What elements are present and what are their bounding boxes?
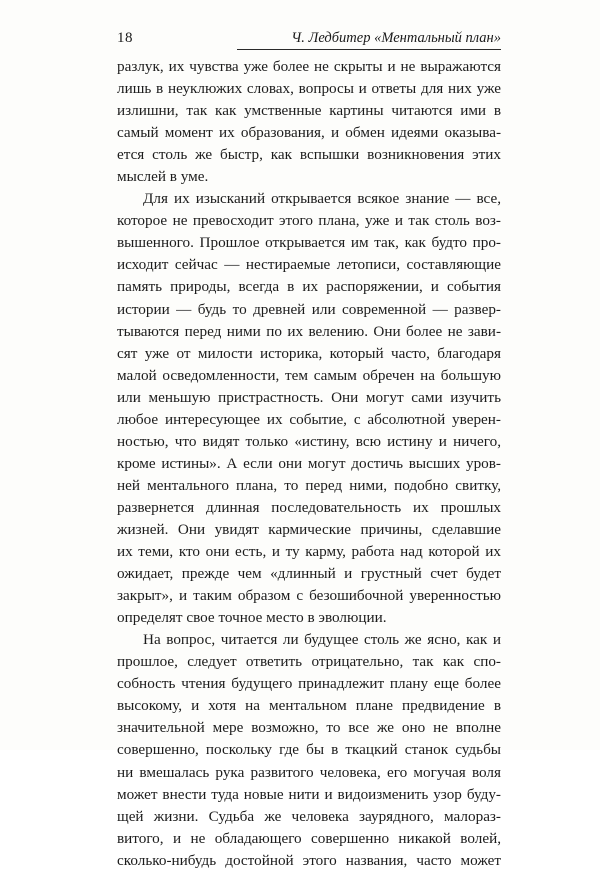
body-text: [117, 56, 501, 872]
text-line: развернется длинная последовательность их прошлых: [117, 498, 501, 516]
text-line: совершенно, поскольку где бы в ткацкий станок судьбы: [117, 741, 501, 759]
text-line: или меньшую пристрастность. Они могут сами изучить: [117, 388, 501, 406]
text-line: разлук, их чувства уже более не скрыты и не выражаются: [117, 58, 501, 75]
text-line: любое интересующее их событие, с абсолютной уверен-: [117, 410, 501, 428]
text-line: жизней. Они увидят кармические причины, сделавшие: [117, 520, 501, 538]
text-line: сят уже от милости историка, который часто, благодаря: [117, 344, 501, 362]
text-line: ожидает, прежде чем «длинный и грустный счет будет: [117, 565, 501, 583]
text-line: лишь в неуклюжих словах, вопросы и ответы для них уже: [117, 80, 501, 98]
text-line: ется столь же быстр, как вспышки возникновения этих: [117, 146, 501, 164]
header-rule: [237, 49, 501, 50]
text-line: малой осведомленности, тем самым обречен на большую: [117, 366, 501, 384]
text-line: вышенного. Прошлое открывается им так, как будто про-: [117, 234, 501, 252]
text-line: На вопрос, читается ли будущее столь же ясно, как и: [143, 631, 501, 649]
text-line: значительной мере возможно, то все же оно не вполне: [117, 719, 501, 737]
text-line: прошлое, следует ответить отрицательно, так как спо-: [117, 653, 501, 671]
text-line: Для их изысканий открывается всякое знание — все,: [143, 190, 501, 208]
page-number: 18: [117, 30, 133, 46]
running-head: Ч. Ледбитер «Ментальный план»: [291, 30, 501, 46]
text-line: исходит сейчас — нестираемые летописи, составляющие: [117, 256, 501, 274]
text-line: закрыт», и таким образом с безошибочной уверенностью: [117, 587, 501, 605]
text-line: щей жизни. Судьба же человека заурядного, малораз-: [117, 807, 501, 825]
text-line: сколько-нибудь достойной этого названия, часто может: [117, 851, 501, 869]
text-line: может внести туда новые нити и видоизменить узор буду-: [117, 785, 501, 803]
text-line: самый момент их образования, и обмен идеями оказыва-: [117, 124, 501, 142]
text-line: истории — будь то древней или современной — развер-: [117, 300, 501, 318]
text-line: ни вмешалась рука развитого человека, его могучая воля: [117, 763, 501, 781]
text-line: мыслей в уме.: [117, 168, 209, 186]
text-line: память природы, всегда в их распоряжении, и события: [117, 278, 501, 296]
text-line: кроме истины». А если они могут достичь высших уров-: [117, 454, 501, 472]
text-line: которое не превосходит этого плана, уже и так столь воз-: [117, 212, 501, 230]
text-line: их теми, кто они есть, и ту карму, работа над которой их: [117, 543, 501, 561]
text-line: высокому, и хотя на ментальном плане предвидение в: [117, 697, 501, 715]
text-line: ностью, что видят только «истину, всю истину и ничего,: [117, 432, 501, 450]
text-line: собность чтения будущего принадлежит плану еще более: [117, 675, 501, 693]
text-line: витого, и не обладающего совершенно никакой волей,: [117, 829, 501, 847]
text-line: определят свое точное место в эволюции.: [117, 609, 387, 627]
text-line: тываются перед ними по их велению. Они более не зави-: [117, 322, 501, 340]
text-line: ней ментального плана, то перед ними, подобно свитку,: [117, 476, 501, 494]
text-line: излишни, так как умственные картины читаются ими в: [117, 102, 501, 120]
page-header: [117, 28, 501, 48]
